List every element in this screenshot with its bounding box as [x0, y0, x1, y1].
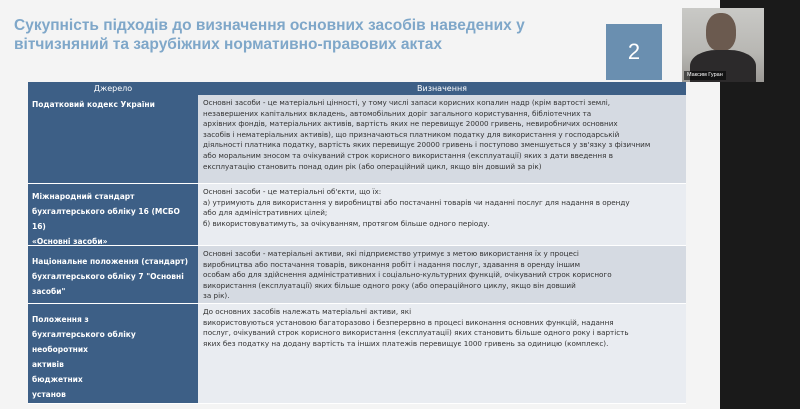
definition-line: виробництва або постачання товарів, виконання робіт і надання послуг, здавання в оренду іншим [203, 259, 581, 269]
definition-cell [198, 95, 686, 183]
definition-line: Основні засоби - це матеріальні об'єкти, що їх: [203, 187, 382, 196]
definition-line: засобів і нематеріальних активів), що призначаються платником податку для використання у господарській [203, 129, 620, 139]
participant-name-tag: Максим Гуран [684, 71, 726, 80]
definition-line: незавершених капітальних вкладень, автомобільних доріг загального користування, бібліотечних та [203, 108, 592, 118]
definition-cell [198, 304, 686, 403]
source-cell [28, 184, 198, 245]
participant-head [706, 13, 736, 51]
definition-line: або для адміністративних цілей; [203, 208, 328, 218]
table-row [28, 304, 686, 404]
definition-line: б) використовуватимуть, за очікуванням, протягом більше одного періоду. [203, 218, 490, 228]
definition-cell [198, 246, 686, 303]
table-header [28, 82, 686, 95]
slide-title-line-2: вітчизняний та зарубіжних нормативно-правових актах [14, 36, 443, 53]
table-row [28, 95, 686, 184]
source-line: Положення з [32, 315, 89, 324]
column-header-definition: Визначення [417, 84, 467, 93]
source-line: Податковий кодекс України [32, 100, 155, 109]
definition-line: Основні засоби - це матеріальні цінності, у тому числі запаси корисних копалин надр (крім вартості землі, [203, 98, 611, 107]
definition-line: за рік). [203, 291, 230, 301]
table-row [28, 246, 686, 304]
definition-line: архівних фондів, матеріальних активів, вартість яких не перевищує 20000 гривень, невиробничих основних [203, 119, 618, 129]
source-line: Міжнародний стандарт [32, 192, 135, 201]
source-cell [28, 95, 198, 183]
source-line: активів [32, 360, 64, 369]
definition-line: використовуються установою багаторазово і безперервно в процесі виконання основних функцій, надання [203, 317, 614, 327]
table-row [28, 184, 686, 246]
source-line: бюджетних [32, 375, 83, 384]
definition-line: яких без податку на додану вартість та інших платежів перевищує 1000 гривень за одиницю (комплекс). [203, 338, 609, 348]
source-line: Національне положення (стандарт) [32, 257, 189, 266]
source-line: установ [32, 390, 66, 399]
source-line: засоби" [32, 287, 66, 296]
definition-line: діяльності платника податку, вартість яких перевищує 20000 гривень і поступово зменшується у зв'язку з фізичним [203, 140, 651, 150]
slide-title [14, 16, 614, 54]
definition-line: особам або для здійснення адміністративних і соціально-культурних функцій, очікуваний строк корисного [203, 270, 612, 280]
source-cell [28, 304, 198, 403]
definition-cell [198, 184, 686, 245]
definition-line: або моральним зносом та очікуваний строк корисного використання (експлуатації) яких з дати введення в [203, 150, 613, 160]
definition-line: послуг, очікуваний строк корисного використання (експлуатації) яких становить більше одного року і вартість [203, 328, 629, 338]
definition-line: а) утримують для використання у виробництві або постачанні товарів чи наданні послуг для надання в оренду [203, 197, 630, 207]
source-cell [28, 246, 198, 303]
source-line: «Основні засоби» [32, 237, 108, 246]
source-line: бухгалтерського обліку 16 (МСБО 16) [32, 207, 180, 231]
definitions-table [28, 82, 686, 404]
definition-line: використання (експлуатації) яких більше одного року (або операційного циклу, якщо він довший [203, 280, 576, 290]
definition-line: експлуатацію становить понад один рік (або операційний цикл, якщо він довший за рік) [203, 161, 542, 171]
slide-title-line-1: Сукупність підходів до визначення основних засобів наведених у [14, 17, 525, 34]
slide-page-number: 2 [606, 24, 662, 80]
definition-line: До основних засобів належать матеріальні активи, які [203, 307, 412, 316]
source-line: бухгалтерського обліку необоротних [32, 330, 136, 354]
webcam-tile[interactable] [682, 8, 764, 82]
column-header-source: Джерело [93, 84, 133, 93]
definition-line: Основні засоби - матеріальні активи, які підприємство утримує з метою використання їх у процесі [203, 249, 579, 258]
source-line: бухгалтерського обліку 7 "Основні [32, 272, 184, 281]
